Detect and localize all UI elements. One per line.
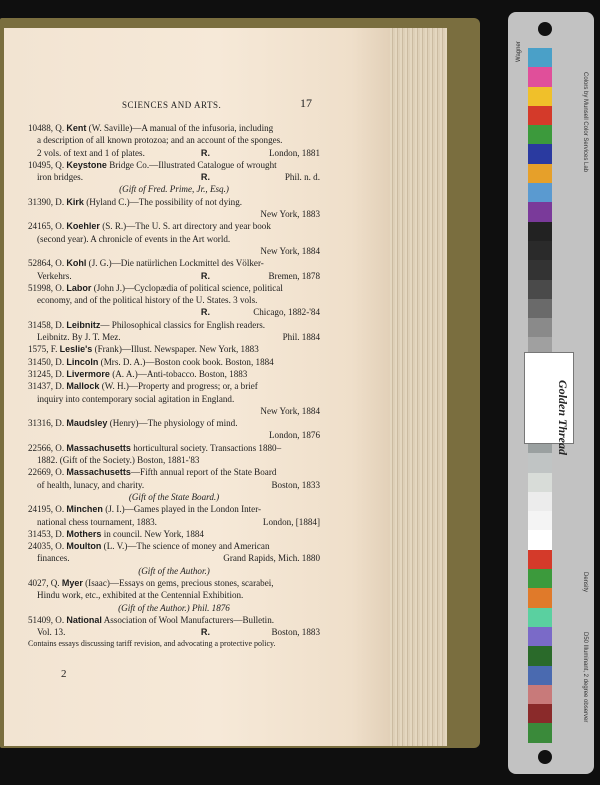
entry-line [28, 159, 320, 171]
entry-text: (Gift of Fred. Prime, Jr., Esq.) [119, 184, 229, 195]
entry-keyword: Myer [61, 577, 83, 588]
bottom-hole-icon [538, 750, 552, 764]
entry-line [28, 577, 320, 589]
entry-line [28, 233, 320, 245]
entry-rest: (Mrs. D. A.)—Boston cook book. Boston, 1884 [98, 356, 274, 367]
color-swatch [528, 569, 552, 588]
color-swatch [528, 627, 552, 646]
entry-right [201, 147, 320, 159]
catalog-entries [28, 122, 320, 651]
entry-text: (Gift of the State Board.) [128, 491, 220, 502]
entry-text: a description of all known protozoa; and an account of the sponges. [37, 135, 283, 146]
entry-text: 31450, D. [28, 356, 67, 367]
entry-right [201, 171, 320, 183]
entry-line [28, 626, 320, 638]
color-swatch [528, 492, 552, 511]
entry-line [28, 368, 320, 380]
color-swatch [528, 48, 552, 67]
entry-line [28, 638, 320, 650]
density-label: Density [582, 572, 588, 593]
entry-rest: (Hyland C.)—The possibility of not dying. [83, 196, 243, 207]
book-page [4, 28, 390, 746]
entry-line [28, 147, 320, 159]
entry-line [28, 491, 320, 503]
entry-text: 24165, O. [28, 221, 67, 232]
entry-right [201, 270, 320, 282]
entry-text: 1575, F. [28, 344, 60, 355]
entry-line [28, 245, 320, 257]
entry-line [28, 516, 320, 528]
color-swatch [528, 318, 552, 337]
entry-keyword: Koehler [66, 221, 100, 232]
entry-text: New York, 1883 [260, 209, 320, 220]
entry-rest: (S. R.)—The U. S. art directory and year book [99, 221, 271, 232]
entry-line [28, 257, 320, 269]
entry-right [201, 626, 320, 638]
entry-imprint: Boston, 1883 [271, 627, 320, 638]
color-swatch [528, 685, 552, 704]
entry-rest: horticultural society. Transactions 1880– [130, 442, 282, 453]
entry-keyword: Moulton [66, 541, 102, 552]
entry-text: Leibnitz. By J. T. Mez. [37, 332, 121, 343]
entry-line [28, 380, 320, 392]
entry-line [28, 442, 320, 454]
entry-text: economy, and of the political history of the U. States. 3 vols. [37, 295, 258, 306]
color-swatch [528, 202, 552, 221]
reference-mark: R. [200, 627, 210, 638]
entry-keyword: Mothers [66, 528, 102, 539]
entry-rest: (W. Saville)—A manual of the infusoria, including [86, 123, 274, 133]
entry-line [28, 319, 320, 331]
entry-text: iron bridges. [37, 172, 83, 183]
entry-text: 24195, O. [28, 504, 67, 515]
entry-imprint: Bremen, 1878 [268, 270, 320, 281]
color-target-card [508, 12, 594, 774]
color-swatch [528, 723, 552, 742]
color-swatch [528, 144, 552, 163]
color-swatch [528, 646, 552, 665]
entry-keyword: Kirk [66, 196, 84, 207]
entry-line [28, 602, 320, 614]
entry-imprint: Phil. 1884 [282, 332, 320, 343]
entry-text: 22566, O. [28, 442, 67, 453]
entry-line [28, 343, 320, 355]
entry-keyword: National [66, 614, 102, 625]
entry-text: 31316, D. [28, 418, 67, 429]
entry-line [28, 208, 320, 220]
entry-line [28, 589, 320, 601]
color-swatch [528, 87, 552, 106]
reference-mark: R. [200, 307, 210, 318]
entry-text: London, 1876 [268, 430, 320, 441]
entry-keyword: Mallock [66, 381, 100, 392]
entry-line [28, 282, 320, 294]
entry-keyword: Massachusetts [66, 442, 131, 453]
entry-line [28, 454, 320, 466]
entry-rest: (John J.)—Cyclopædia of political science, political [91, 282, 283, 293]
entry-text: 22669, O. [28, 467, 67, 478]
entry-text: national chess tournament, 1883. [37, 516, 157, 527]
entry-text: 2 vols. of text and 1 of plates. [37, 147, 145, 158]
entry-keyword: Kent [66, 123, 87, 133]
entry-text: 10495, Q. [28, 159, 67, 170]
entry-keyword: Kohl [66, 258, 87, 269]
entry-text: Vol. 13. [37, 627, 66, 638]
entry-line [28, 466, 320, 478]
entry-rest: (J. G.)—Die natürlichen Lockmittel des Völker- [86, 258, 264, 269]
illuminant-label: D50 Illuminant, 2 degree observer [582, 632, 588, 723]
entry-text: 4027, Q. [28, 577, 62, 588]
entry-line [28, 479, 320, 491]
brand-label: Golden Thread [556, 380, 570, 455]
entry-text: 10488, Q. [28, 123, 67, 133]
entry-imprint: London, [1884] [262, 516, 320, 527]
color-swatch [528, 530, 552, 549]
entry-rest: (Isaac)—Essays on gems, precious stones, scarabei, [82, 577, 274, 588]
entry-right [201, 306, 320, 318]
entry-text: 31390, D. [28, 196, 67, 207]
entry-rest: Association of Wool Manufacturers—Bulletin. [101, 614, 275, 625]
color-swatch [528, 608, 552, 627]
entry-line [28, 122, 320, 134]
entry-text: (Gift of the Author.) [138, 565, 210, 576]
page-edges [385, 28, 447, 746]
entry-line [28, 565, 320, 577]
entry-keyword: Lincoln [66, 356, 99, 367]
entry-text: 52864, O. [28, 258, 67, 269]
entry-text: Verkehrs. [37, 270, 72, 281]
entry-text: of health, lunacy, and charity. [37, 479, 145, 490]
entry-text: (Gift of the Author.) Phil. 1876 [118, 602, 230, 613]
color-swatch [528, 453, 552, 472]
wagner-label: Wagner [516, 41, 522, 62]
entry-imprint: London, 1881 [268, 147, 320, 158]
entry-line [28, 552, 320, 564]
entry-keyword: Minchen [66, 504, 103, 515]
color-swatch [528, 260, 552, 279]
top-hole-icon [538, 22, 552, 36]
entry-line [28, 270, 320, 282]
page-number: 17 [300, 96, 312, 110]
entry-line [28, 417, 320, 429]
entry-rest: (L. V.)—The science of money and American [101, 541, 270, 552]
entry-rest: (J. I.)—Games played in the London Inter- [102, 504, 262, 515]
entry-rest: Bridge Co.—Illustrated Catalogue of wrought [106, 159, 277, 170]
entry-text: 31437, D. [28, 381, 67, 392]
entry-line [28, 356, 320, 368]
munsell-label: Colors by Munsell Color Services Lab [582, 72, 588, 173]
entry-text: Hindu work, etc., exhibited at the Centennial Exhibition. [37, 590, 244, 601]
entry-line [28, 196, 320, 208]
entry-text: 51409, O. [28, 614, 67, 625]
signature-mark: 2 [61, 668, 67, 680]
entry-rest: —Fifth annual report of the State Board [130, 467, 277, 478]
entry-text: finances. [37, 553, 70, 564]
entry-line [28, 393, 320, 405]
entry-line [28, 171, 320, 183]
color-swatch [528, 473, 552, 492]
entry-keyword: Labor [66, 282, 92, 293]
color-swatch [528, 222, 552, 241]
entry-text: 31453, D. [28, 528, 67, 539]
entry-text: 31245, D. [28, 368, 67, 379]
entry-keyword: Leibnitz [66, 319, 101, 330]
entry-text: New York, 1884 [260, 405, 320, 416]
entry-line [28, 331, 320, 343]
entry-text: (second year). A chronicle of events in the Art world. [37, 233, 231, 244]
color-swatch [528, 511, 552, 530]
entry-text: Contains essays discussing tariff revision, and advocating a protective policy. [28, 639, 276, 649]
color-swatch [528, 666, 552, 685]
color-swatch [528, 164, 552, 183]
entry-keyword: Leslie's [59, 344, 93, 355]
reference-mark: R. [200, 172, 210, 183]
entry-rest: (A. A.)—Anti-tobacco. Boston, 1883 [109, 368, 248, 379]
entry-keyword: Maudsley [66, 418, 108, 429]
entry-rest: in council. New York, 1884 [101, 528, 204, 539]
entry-line [28, 294, 320, 306]
color-swatch [528, 183, 552, 202]
entry-line [28, 528, 320, 540]
color-swatch [528, 280, 552, 299]
entry-imprint: Boston, 1833 [271, 479, 320, 490]
entry-rest: (Frank)—Illust. Newspaper. New York, 1883 [92, 344, 259, 355]
entry-line [28, 183, 320, 195]
running-title: SCIENCES AND ARTS. [122, 100, 222, 110]
color-swatch [528, 704, 552, 723]
entry-line [28, 405, 320, 417]
color-swatch [528, 550, 552, 569]
entry-line [28, 429, 320, 441]
color-swatch [528, 241, 552, 260]
entry-rest: (W. H.)—Property and progress; or, a brief [99, 381, 258, 392]
entry-line [28, 220, 320, 232]
entry-imprint: Grand Rapids, Mich. 1880 [223, 553, 320, 564]
entry-text: New York, 1884 [260, 245, 320, 256]
entry-line [28, 614, 320, 626]
entry-keyword: Massachusetts [66, 467, 131, 478]
color-swatch [528, 125, 552, 144]
color-swatch [528, 67, 552, 86]
color-swatch [528, 106, 552, 125]
entry-rest: (Henry)—The physiology of mind. [107, 418, 238, 429]
entry-line [28, 540, 320, 552]
reference-mark: R. [200, 147, 210, 158]
entry-text: inquiry into contemporary social agitation in England. [37, 393, 235, 404]
entry-text: 51998, O. [28, 282, 67, 293]
entry-text: 24035, O. [28, 541, 67, 552]
entry-keyword: Livermore [66, 368, 110, 379]
entry-line [28, 134, 320, 146]
entry-keyword: Keystone [66, 159, 107, 170]
entry-line [28, 503, 320, 515]
entry-text: 1882. (Gift of the Society.) Boston, 1881-'83 [37, 455, 200, 466]
entry-rest: — Philosophical classics for English readers. [100, 319, 266, 330]
color-swatch [528, 299, 552, 318]
entry-line [28, 306, 320, 318]
entry-imprint: Phil. n. d. [284, 172, 320, 183]
entry-imprint: Chicago, 1882-'84 [253, 307, 320, 318]
color-swatch [528, 588, 552, 607]
reference-mark: R. [200, 270, 210, 281]
entry-text: 31458, D. [28, 319, 67, 330]
